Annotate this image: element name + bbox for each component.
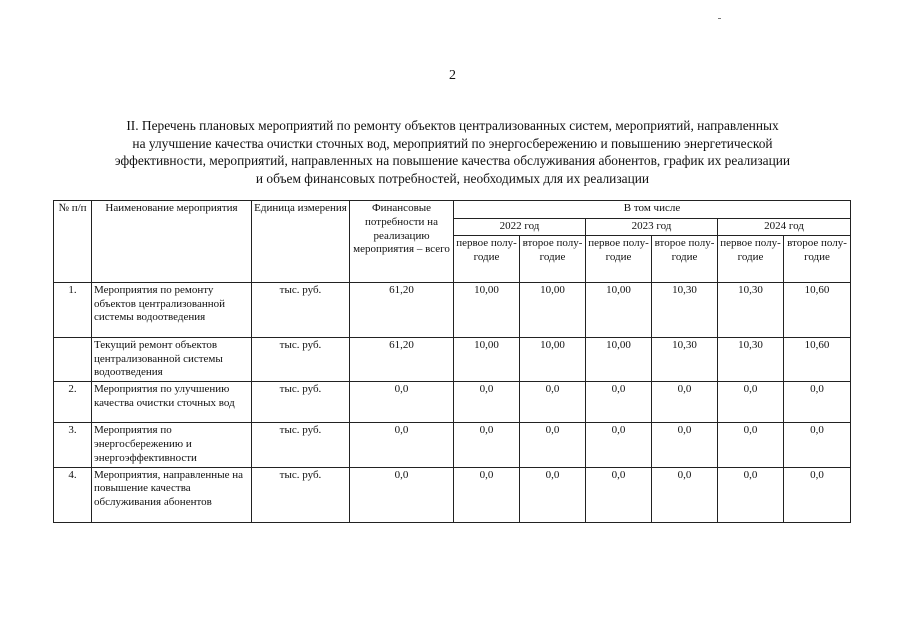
row-num: 4. [54, 467, 92, 522]
header-half-second: второе полу- годие [652, 235, 718, 282]
row-unit: тыс. руб. [252, 282, 350, 337]
heading-line: на улучшение качества очистки сточных вод, мероприятий по энергосбережению и повышению энергетической [132, 135, 773, 151]
table-row [54, 423, 851, 467]
row-value: 0,0 [718, 423, 784, 467]
document-heading [60, 117, 845, 187]
row-value: 10,00 [586, 282, 652, 337]
header-half-first: первое полу- годие [586, 235, 652, 282]
row-value: 0,0 [718, 382, 784, 423]
header-finance: Финансовые потребности на реализацию мероприятия – всего [350, 201, 454, 283]
header-half-second: второе полу- годие [520, 235, 586, 282]
row-value: 10,30 [718, 337, 784, 381]
header-including: В том числе [454, 201, 851, 219]
row-name: Мероприятия по улучшению качества очистки сточных вод [92, 382, 252, 423]
row-value: 0,0 [784, 382, 851, 423]
row-value: 0,0 [454, 423, 520, 467]
row-unit: тыс. руб. [252, 382, 350, 423]
header-half-second: второе полу- годие [784, 235, 851, 282]
row-total: 0,0 [350, 467, 454, 522]
row-num: 3. [54, 423, 92, 467]
heading-line: и объем финансовых потребностей, необходимых для их реализации [255, 170, 650, 186]
row-value: 0,0 [718, 467, 784, 522]
heading-line: II. Перечень плановых мероприятий по ремонту объектов централизованных систем, мероприятий, направленных [126, 118, 779, 133]
header-unit: Единица измерения [252, 201, 350, 283]
row-value: 0,0 [652, 423, 718, 467]
header-name: Наименование мероприятия [92, 201, 252, 283]
row-value: 0,0 [652, 382, 718, 423]
row-total: 0,0 [350, 423, 454, 467]
table-row [54, 382, 851, 423]
row-num: 2. [54, 382, 92, 423]
row-value: 10,30 [652, 282, 718, 337]
row-value: 0,0 [586, 423, 652, 467]
page-number: 2 [449, 68, 456, 83]
heading-line: эффективности, мероприятий, направленных на повышение качества обслуживания абонентов, график их реализации [114, 153, 791, 168]
row-value: 10,30 [652, 337, 718, 381]
row-value: 0,0 [520, 467, 586, 522]
row-value: 0,0 [520, 382, 586, 423]
row-value: 0,0 [784, 467, 851, 522]
scan-mark [718, 18, 721, 19]
header-year-2023: 2023 год [586, 219, 718, 236]
row-value: 0,0 [454, 382, 520, 423]
row-num [54, 337, 92, 381]
header-year-2024: 2024 год [718, 219, 851, 236]
row-value: 10,00 [454, 337, 520, 381]
header-num: № п/п [54, 201, 92, 283]
row-unit: тыс. руб. [252, 467, 350, 522]
table-row [54, 467, 851, 522]
row-total: 61,20 [350, 337, 454, 381]
plan-table [53, 200, 851, 523]
row-value: 10,00 [520, 282, 586, 337]
row-value: 0,0 [454, 467, 520, 522]
table-row [54, 337, 851, 381]
row-total: 0,0 [350, 382, 454, 423]
row-value: 0,0 [652, 467, 718, 522]
row-unit: тыс. руб. [252, 423, 350, 467]
row-num: 1. [54, 282, 92, 337]
row-name: Мероприятия по ремонту объектов централизованной системы водоотведения [92, 282, 252, 337]
row-value: 10,30 [718, 282, 784, 337]
table-row [54, 282, 851, 337]
row-name: Мероприятия по энергосбережению и энергоэффективности [92, 423, 252, 467]
row-value: 10,60 [784, 337, 851, 381]
row-value: 10,00 [586, 337, 652, 381]
row-value: 0,0 [784, 423, 851, 467]
header-year-2022: 2022 год [454, 219, 586, 236]
row-value: 10,00 [520, 337, 586, 381]
row-value: 0,0 [586, 382, 652, 423]
row-name: Мероприятия, направленные на повышение качества обслуживания абонентов [92, 467, 252, 522]
row-name: Текущий ремонт объектов централизованной системы водоотведения [92, 337, 252, 381]
row-value: 10,60 [784, 282, 851, 337]
row-unit: тыс. руб. [252, 337, 350, 381]
header-half-first: первое полу- годие [454, 235, 520, 282]
header-half-first: первое полу- годие [718, 235, 784, 282]
row-value: 10,00 [454, 282, 520, 337]
row-value: 0,0 [586, 467, 652, 522]
row-total: 61,20 [350, 282, 454, 337]
row-value: 0,0 [520, 423, 586, 467]
